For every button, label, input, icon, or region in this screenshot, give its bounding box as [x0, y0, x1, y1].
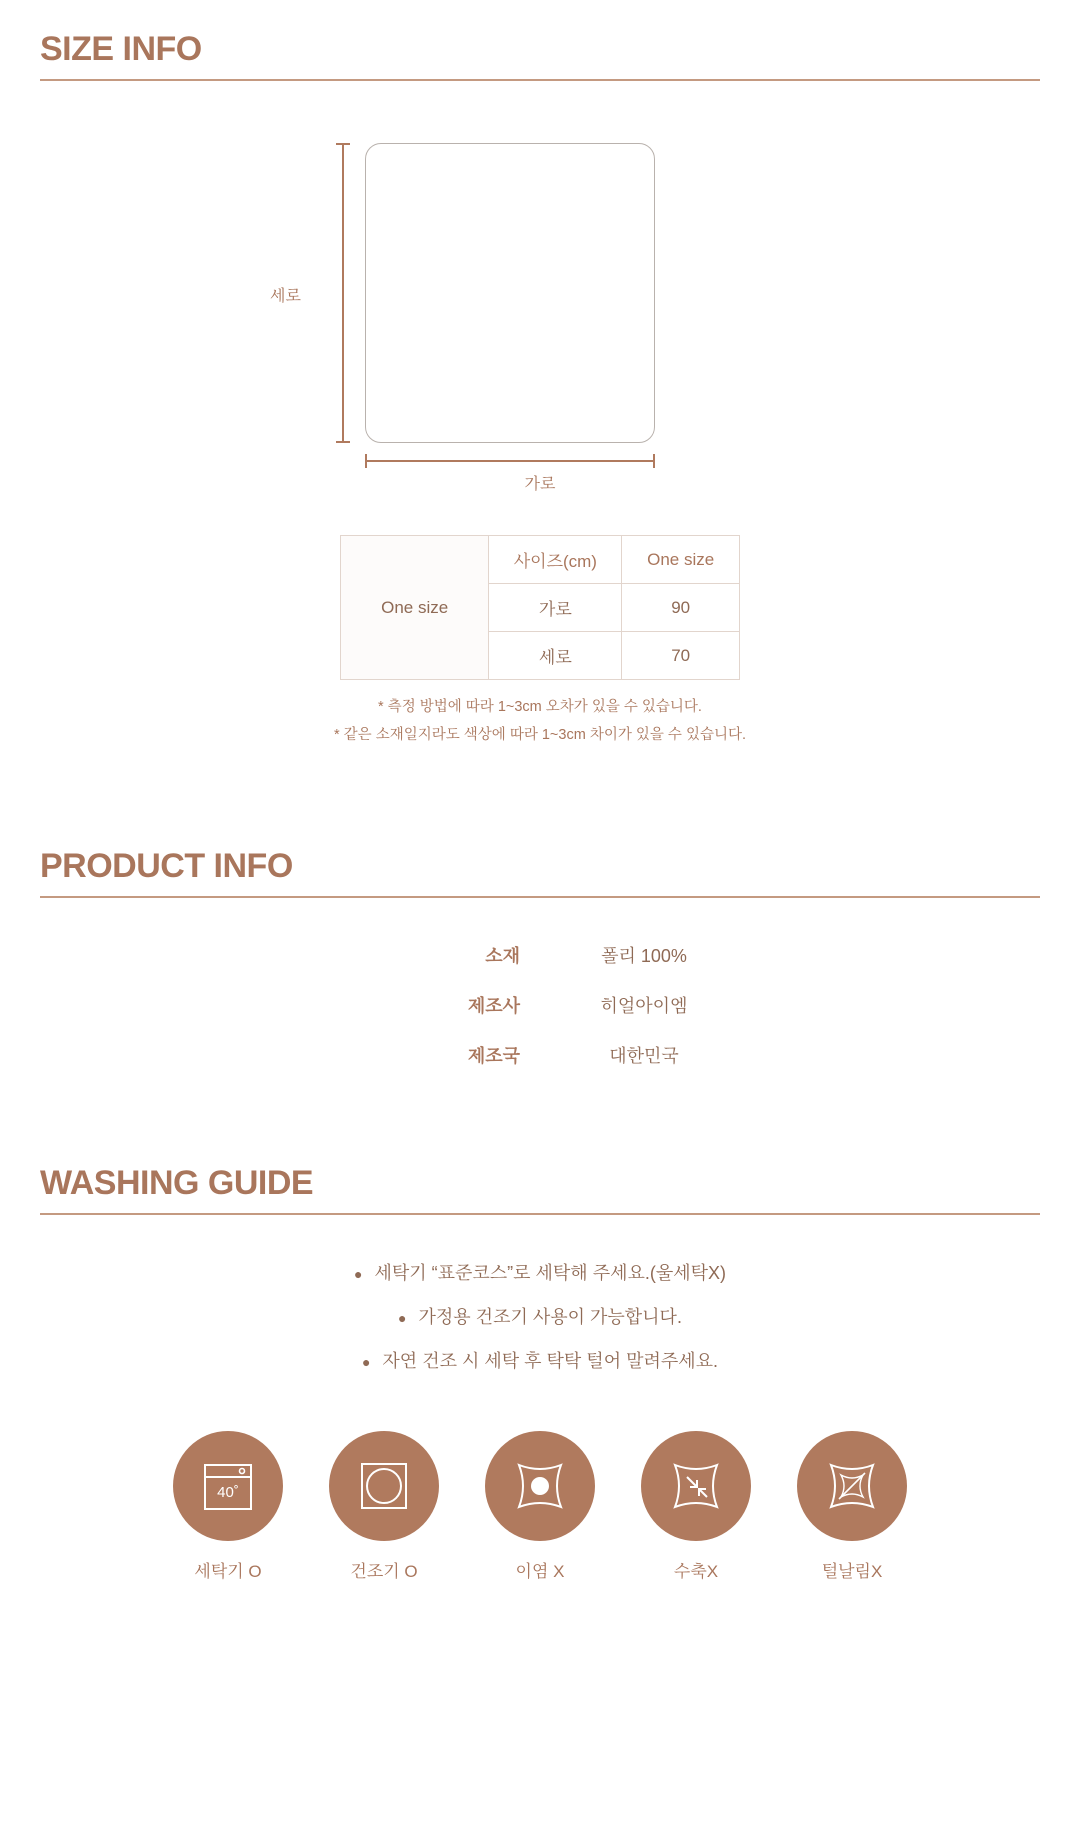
- product-info-key: 소재: [485, 946, 520, 967]
- vertical-measure-label: 세로: [270, 288, 301, 305]
- list-item: [354, 1259, 726, 1285]
- no-lint-icon: [797, 1431, 907, 1541]
- washing-guide-section-header: [40, 1164, 1040, 1215]
- row-value-height: 70: [622, 632, 740, 680]
- size-table: [340, 535, 740, 680]
- washing-guide-title: WASHING GUIDE: [40, 1164, 314, 1203]
- washing-guide-list: [40, 1259, 1040, 1373]
- size-notes: [40, 694, 1040, 749]
- size-group-label: One size: [341, 536, 489, 680]
- divider: [40, 1213, 1040, 1215]
- list-item: [362, 1347, 718, 1373]
- product-info-list: [40, 942, 1040, 1068]
- care-item: [641, 1431, 751, 1582]
- product-info-title: PRODUCT INFO: [40, 847, 293, 886]
- product-info-section-header: [40, 847, 1040, 898]
- care-label: 털날림X: [821, 1562, 883, 1582]
- care-icon-row: [40, 1431, 1040, 1582]
- column-header-size: 사이즈(cm): [489, 536, 622, 584]
- no-shrink-icon: [641, 1431, 751, 1541]
- size-info-title: SIZE INFO: [40, 30, 202, 68]
- bullet-icon: ●: [353, 1266, 363, 1283]
- list-item: [398, 1303, 682, 1329]
- care-item: [485, 1431, 595, 1582]
- tumble-dry-icon: [329, 1431, 439, 1541]
- wash-temperature-label: 40˚: [217, 1484, 239, 1502]
- list-item: [330, 1042, 750, 1068]
- size-note: * 측정 방법에 따라 1~3cm 오차가 있을 수 있습니다.: [378, 699, 702, 715]
- list-item: [330, 942, 750, 968]
- bullet-icon: ●: [398, 1310, 407, 1327]
- row-value-width: 90: [622, 584, 740, 632]
- size-note: * 같은 소재일지라도 색상에 따라 1~3cm 차이가 있을 수 있습니다.: [333, 726, 746, 743]
- vertical-measure-cap-bottom: [336, 441, 350, 443]
- product-info-value: 폴리 100%: [601, 946, 687, 967]
- row-label-height: 세로: [489, 632, 622, 680]
- bullet-icon: ●: [361, 1354, 371, 1371]
- size-info-section-header: [40, 30, 1040, 81]
- washing-guide-text: 가정용 건조기 사용이 가능합니다.: [418, 1307, 682, 1328]
- washing-guide-text: 세탁기 “표준코스”로 세탁해 주세요.(울세탁X): [374, 1263, 727, 1284]
- care-label: 이염 X: [515, 1562, 565, 1582]
- product-info-value: 대한민국: [609, 1046, 679, 1067]
- product-outline-shape: [365, 143, 655, 443]
- horizontal-measure-label: 가로: [524, 476, 556, 493]
- product-detail-page: [0, 30, 1080, 1826]
- care-item: [797, 1431, 907, 1582]
- size-diagram: [40, 143, 1040, 543]
- divider: [40, 896, 1040, 898]
- vertical-measure-line: [342, 143, 344, 443]
- list-item: [330, 992, 750, 1018]
- washing-machine-40-icon: [173, 1431, 283, 1541]
- care-label: 세탁기 O: [194, 1562, 262, 1582]
- no-color-transfer-icon: [485, 1431, 595, 1541]
- care-item: [173, 1431, 283, 1582]
- horizontal-measure-cap-right: [653, 454, 655, 468]
- care-item: [329, 1431, 439, 1582]
- care-label: 수축X: [673, 1562, 719, 1582]
- product-info-key: 제조사: [467, 996, 520, 1017]
- horizontal-measure-line: [365, 460, 655, 462]
- row-label-width: 가로: [489, 584, 622, 632]
- washing-guide-text: 자연 건조 시 세탁 후 탁탁 털어 말려주세요.: [382, 1351, 719, 1372]
- column-header-onesize: One size: [622, 536, 740, 584]
- care-label: 건조기 O: [350, 1562, 418, 1582]
- size-table-container: [40, 535, 1040, 680]
- product-info-key: 제조국: [467, 1046, 520, 1067]
- product-info-value: 히얼아이엠: [600, 996, 688, 1017]
- divider: [40, 79, 1040, 81]
